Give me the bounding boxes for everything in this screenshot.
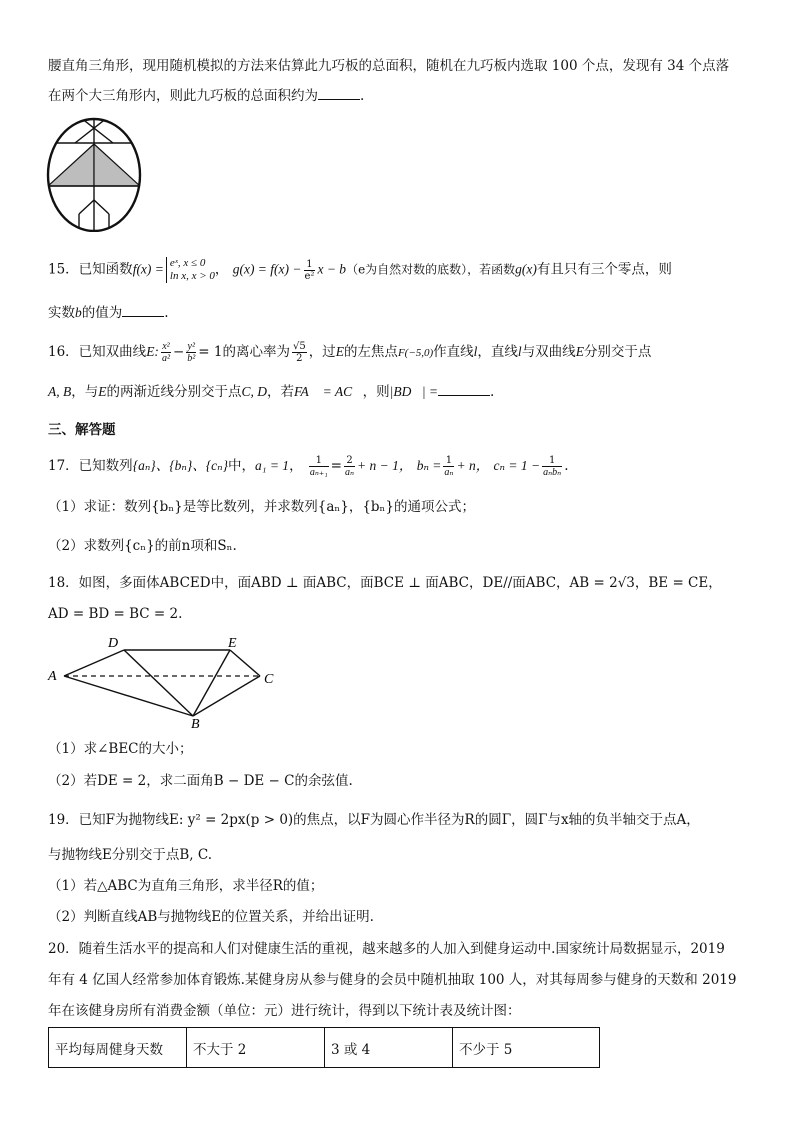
p15-line2: 实数 bbox=[48, 305, 75, 321]
tangram-egg-figure bbox=[46, 114, 142, 232]
p16-frac-y-den: b² bbox=[187, 353, 196, 364]
p17-rec-eq: = bbox=[330, 458, 342, 474]
p15-frac bbox=[304, 259, 316, 282]
p16-l2: l bbox=[517, 344, 522, 359]
p17-bn-frac bbox=[443, 455, 454, 478]
p17-rec-lhs bbox=[309, 455, 329, 478]
section-heading: 三、解答题 bbox=[48, 422, 116, 438]
p15-frac-num: 1 bbox=[304, 259, 316, 271]
p16-E2: E bbox=[575, 344, 584, 359]
p16-ecc bbox=[292, 341, 307, 364]
p17-part2: （2）求数列{cₙ}的前n项和Sₙ. bbox=[48, 538, 237, 554]
p17-rec-tail: + n − 1， bbox=[357, 458, 413, 473]
piecewise-def bbox=[166, 257, 215, 283]
p16-line2b: ，与 bbox=[71, 384, 99, 400]
p20-line1: 20．随着生活水平的提高和人们对健康生活的重视，越来越多的人加入到健身运动中.国家统计局数据显示，2019 bbox=[48, 941, 725, 957]
p19-line1: 19．已知F为抛物线E: y² = 2px(p > 0)的焦点，以F为圆心作半径为R的圆Γ，圆Γ与x轴的负半轴交于点A， bbox=[48, 812, 700, 828]
p16-prefix: 16．已知双曲线 bbox=[48, 344, 147, 360]
problem-17-line1: 17．已知数列{aₙ}、{bₙ}、{cₙ}中，a₁ = 1， $\frac{1}{\text{aₙ₊₁}}$ = $\frac{2}{\text{aₙ}}$ + n − 1， bₙ = $\frac{1}{\text{aₙ}}$ + n， cₙ = 1 − $\frac{1}{\text{aₙbₙ}}$ . bbox=[48, 455, 569, 478]
vertex-label-C: C bbox=[264, 672, 274, 687]
p16-t2: ，过 bbox=[308, 344, 336, 360]
p15-b: b bbox=[75, 305, 82, 320]
stat-table bbox=[48, 1027, 600, 1068]
p20-line3: 年在该健身房所有消费金额（单位：元）进行统计，得到以下统计表及统计图： bbox=[48, 1003, 521, 1019]
p17-bn-tail: + n， bbox=[456, 458, 490, 473]
p17-cn-frac bbox=[542, 455, 562, 478]
p17-part1: （1）求证：数列{bₙ}是等比数列，并求数列{aₙ}，{bₙ}的通项公式； bbox=[48, 499, 475, 515]
table-row bbox=[49, 1028, 600, 1068]
p17-bn-lhs: bₙ = bbox=[416, 458, 442, 473]
p17-rec-rhs bbox=[344, 455, 355, 478]
p16-t6: ，直线 bbox=[477, 344, 518, 360]
p16-focus: F(−5,0) bbox=[397, 347, 434, 359]
p16-t5: 作直线 bbox=[433, 344, 474, 360]
p17-cn-den: aₙbₙ bbox=[543, 467, 562, 478]
p15-fx: f(x) = bbox=[132, 261, 164, 277]
p16-frac-y-num: y² bbox=[187, 341, 195, 352]
p18-line1: 18．如图，多面体ABCED中，面ABD ⊥ 面ABC，面BCE ⊥ 面ABC，DE//面ABC，AB = 2√3，BE = CE， bbox=[48, 575, 722, 591]
p16-t4: 的左焦点 bbox=[343, 344, 398, 360]
problem-15-line1: 15．已知函数f(x) = eˣ, x ≤ 0 ln x, x > 0 ， g(x) = f(x) − $\frac{1}{\text{e²}}$ x − b（e为自然对数的底数），若函数g(x)有且只有三个零点，则 bbox=[48, 257, 672, 282]
p15-line2-tail: 的值为 bbox=[81, 305, 123, 321]
p17-a1: a₁ = 1 bbox=[255, 458, 290, 473]
p17-bn-den: aₙ bbox=[444, 467, 454, 478]
p17-bn-num: 1 bbox=[443, 455, 454, 467]
p17-seqs: {aₙ}、{bₙ}、{cₙ} bbox=[132, 458, 228, 473]
p19-part2: （2）判断直线AB与抛物线E的位置关系，并给出证明. bbox=[48, 909, 374, 925]
p16-minus: − bbox=[172, 344, 185, 360]
p15-note: （e为自然对数的底数），若函数 bbox=[346, 262, 516, 277]
p16-line2c: 的两渐近线分别交于点 bbox=[106, 384, 242, 400]
p14-line2: 在两个大三角形内，则此九巧板的总面积约为 . bbox=[48, 85, 364, 106]
p16-frac-y bbox=[186, 341, 196, 364]
table-cell: 不大于 2 bbox=[187, 1028, 325, 1068]
p17-cn-lhs: cₙ = 1 − bbox=[493, 458, 541, 473]
problem-16-line1 bbox=[48, 341, 651, 364]
large-triangle-left bbox=[48, 144, 94, 186]
p17-rec-num: 1 bbox=[309, 455, 329, 467]
p16-CD: C, D bbox=[241, 384, 268, 399]
p18-line2: AD = BD = BC = 2. bbox=[48, 606, 183, 622]
p15-case1: eˣ, x ≤ 0 bbox=[169, 257, 206, 269]
p16-line2f: ，则 bbox=[362, 384, 390, 400]
p17-rec2-den: aₙ bbox=[344, 467, 355, 478]
p16-ecc-den: 2 bbox=[296, 353, 303, 364]
p16-abs-bd: |BD⃗| = bbox=[389, 384, 439, 399]
table-cell: 平均每周健身天数 bbox=[49, 1028, 187, 1068]
p16-ecc-num: √5 bbox=[292, 341, 306, 352]
problem-15-line2: 实数b的值为 . bbox=[48, 302, 169, 323]
p15-gdef-a: g(x) = f(x) − bbox=[232, 261, 302, 277]
p16-frac-x-num: x² bbox=[162, 341, 170, 352]
vertex-label-A: A bbox=[48, 669, 57, 684]
problem-16-line2 bbox=[48, 381, 494, 402]
vertex-label-E: E bbox=[228, 636, 237, 651]
table-cell: 不少于 5 bbox=[453, 1028, 600, 1068]
p17-cn-num: 1 bbox=[542, 455, 562, 467]
p16-l: l bbox=[473, 344, 478, 359]
p15-prefix: 15．已知函数 bbox=[48, 261, 133, 278]
p16-E: E: bbox=[146, 344, 159, 359]
vertex-label-B: B bbox=[191, 717, 200, 730]
p15-gdef-b: x − b bbox=[317, 261, 347, 277]
p16-end: . bbox=[490, 384, 495, 400]
p14-line1: 腰直角三角形，现用随机模拟的方法来估算此九巧板的总面积，随机在九巧板内选取 100 个点，发现有 34 个点落 bbox=[48, 58, 730, 74]
p20-line2: 年有 4 亿国人经常参加体育锻炼.某健身房从参与健身的会员中随机抽取 100 人，对其每周参与健身的天数和 2019 bbox=[48, 972, 737, 988]
p14-line2-text: 在两个大三角形内，则此九巧板的总面积约为 bbox=[48, 88, 318, 104]
answer-blank[interactable] bbox=[438, 381, 490, 396]
p18-part1: （1）求∠BEC的大小； bbox=[48, 741, 193, 757]
p19-part1: （1）若△ABC为直角三角形，求半径R的值； bbox=[48, 878, 324, 894]
p19-line2: 与抛物线E分别交于点B, C. bbox=[48, 847, 212, 863]
p16-frac-x bbox=[161, 341, 171, 364]
p16-t1: 的离心率为 bbox=[222, 344, 290, 360]
p17-rec2-num: 2 bbox=[344, 455, 355, 467]
vertex-label-D: D bbox=[108, 636, 119, 651]
p17-mid: 中， bbox=[228, 458, 255, 474]
large-triangle-right bbox=[94, 144, 140, 186]
p15-tail: 有且只有三个零点，则 bbox=[536, 261, 672, 278]
p16-t8: 分别交于点 bbox=[583, 344, 652, 360]
p18-part2: （2）若DE = 2，求二面角B − DE − C的余弦值. bbox=[48, 773, 353, 789]
p17-prefix: 17．已知数列 bbox=[48, 458, 133, 474]
answer-blank[interactable] bbox=[318, 85, 360, 100]
p16-eq-tail: = 1 bbox=[198, 344, 223, 360]
p15-gx: g(x) bbox=[515, 261, 537, 277]
p16-frac-x-den: a² bbox=[161, 353, 170, 364]
p15-case2: ln x, x > 0 bbox=[169, 270, 215, 282]
p16-vec-eq: FA⃗ = AC⃗ bbox=[294, 384, 363, 399]
table-cell: 3 或 4 bbox=[325, 1028, 453, 1068]
p16-t7: 与双曲线 bbox=[521, 344, 576, 360]
p17-rec-den: aₙ₊₁ bbox=[309, 467, 328, 478]
polyhedron-figure bbox=[44, 632, 284, 730]
p16-t3: E bbox=[335, 344, 344, 359]
p16-AB: A, B bbox=[48, 384, 72, 399]
answer-blank[interactable] bbox=[122, 302, 164, 317]
p16-line2e: ，若 bbox=[267, 384, 295, 400]
p16-E3: E bbox=[98, 384, 107, 399]
p15-frac-den: e² bbox=[304, 270, 315, 282]
